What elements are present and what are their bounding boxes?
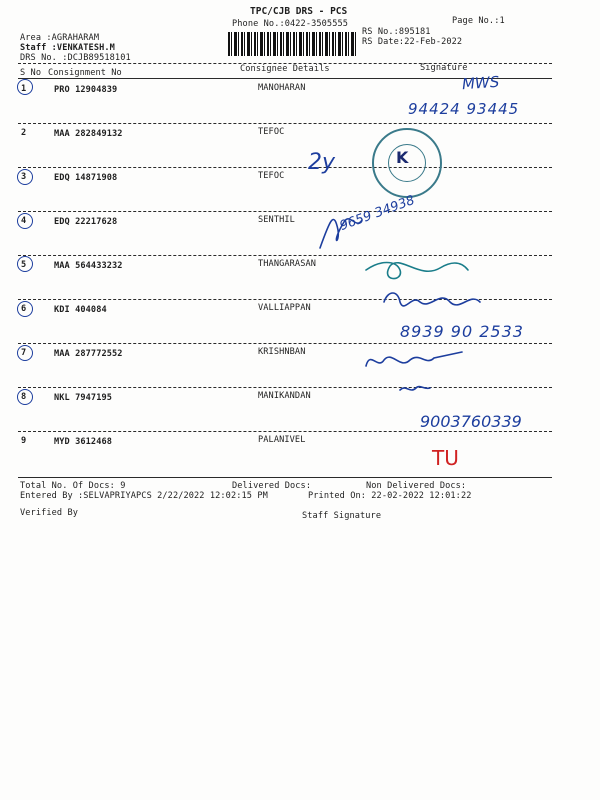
row-6-consignee: VALLIAPPAN <box>258 303 311 313</box>
row-7-circle-mark <box>17 345 33 361</box>
signature-4-phone: 9659 34938 <box>337 193 417 234</box>
row-8-circle-mark <box>17 389 33 405</box>
row-5-sno: 5 <box>21 260 27 270</box>
row-1-sno: 1 <box>21 84 27 94</box>
row-4-sno: 4 <box>21 216 27 226</box>
row-2-consignee: TEFOC <box>258 127 285 137</box>
col-consignment: Consignment No <box>48 68 122 78</box>
row-5-consignment: MAA 564433232 <box>54 261 123 271</box>
row-8-sno: 8 <box>21 392 27 402</box>
row-7-consignee: KRISHNBAN <box>258 347 306 357</box>
rs-number: RS No.:895181 <box>362 27 431 37</box>
staff-label: Staff :VENKATESH.M <box>20 43 115 53</box>
signature-1-phone: 94424 93445 <box>408 100 520 118</box>
row-2-sno: 2 <box>21 128 27 138</box>
row-4-consignee: SENTHIL <box>258 215 295 225</box>
row-separator <box>18 431 552 432</box>
row-8-consignee: MANIKANDAN <box>258 391 311 401</box>
delivered-docs: Delivered Docs: <box>232 481 312 491</box>
non-delivered-docs: Non Delivered Docs: <box>366 481 467 491</box>
signature-1: MWS <box>461 72 500 94</box>
signature-9: TU <box>432 446 459 470</box>
row-4-consignment: EDQ 22217628 <box>54 217 118 227</box>
signature-5-scribble <box>366 263 468 279</box>
signature-7-scribble <box>366 352 462 366</box>
area-label: Area :AGRAHARAM <box>20 33 100 43</box>
page-number: Page No.:1 <box>452 16 505 26</box>
row-6-consignment: KDI 404084 <box>54 305 107 315</box>
row-9-sno: 9 <box>21 436 27 446</box>
row-7-sno: 7 <box>21 348 27 358</box>
signature-scribbles <box>300 190 560 430</box>
col-consignee: Consignee Details <box>240 64 330 74</box>
signature-4-scribble <box>320 219 362 248</box>
footer-rule <box>18 477 552 478</box>
row-7-consignment: MAA 287772552 <box>54 349 123 359</box>
signature-6-scribble <box>384 293 480 306</box>
row-1-consignment: PRO 12904839 <box>54 85 118 95</box>
row-separator <box>18 123 552 124</box>
total-docs: Total No. Of Docs: 9 <box>20 481 126 491</box>
row-3-consignment: EDQ 14871908 <box>54 173 118 183</box>
col-sno: S No <box>20 68 42 78</box>
staff-signature: Staff Signature <box>302 511 382 521</box>
drs-number: DRS No. :DCJB89518101 <box>20 53 131 63</box>
row-6-circle-mark <box>17 301 33 317</box>
row-3-circle-mark <box>17 169 33 185</box>
rs-date: RS Date:22-Feb-2022 <box>362 37 463 47</box>
row-3-sno: 3 <box>21 172 27 182</box>
row-4-circle-mark <box>17 213 33 229</box>
row-1-consignee: MANOHARAN <box>258 83 306 93</box>
row-6-sno: 6 <box>21 304 27 314</box>
signature-6-phone: 8939 90 2533 <box>400 322 524 341</box>
row-2-consignment: MAA 282849132 <box>54 129 123 139</box>
row-3-consignee: TEFOC <box>258 171 285 181</box>
stamp-letter: K <box>396 148 409 167</box>
col-signature: Signature <box>420 63 468 73</box>
signature-8-mark <box>400 387 430 390</box>
row-9-consignee: PALANIVEL <box>258 435 306 445</box>
row-5-circle-mark <box>17 256 33 272</box>
row-8-consignment: NKL 7947195 <box>54 393 113 403</box>
row-separator <box>18 167 552 168</box>
barcode <box>228 32 358 56</box>
signature-3: 2y <box>308 150 336 175</box>
row-9-consignment: MYD 3612468 <box>54 437 113 447</box>
company-stamp <box>372 128 442 198</box>
verified-by: Verified By <box>20 508 79 518</box>
row-1-circle-mark <box>17 79 33 95</box>
entered-by: Entered By :SELVAPRIYAPCS 2/22/2022 12:02:15 PM <box>20 491 268 501</box>
row-5-consignee: THANGARASAN <box>258 259 317 269</box>
printed-on: Printed On: 22-02-2022 12:01:22 <box>308 491 472 501</box>
document-title: TPC/CJB DRS - PCS <box>250 6 348 17</box>
phone-number: Phone No.:0422-3505555 <box>232 19 349 29</box>
signature-8-phone: 9003760339 <box>420 412 522 431</box>
